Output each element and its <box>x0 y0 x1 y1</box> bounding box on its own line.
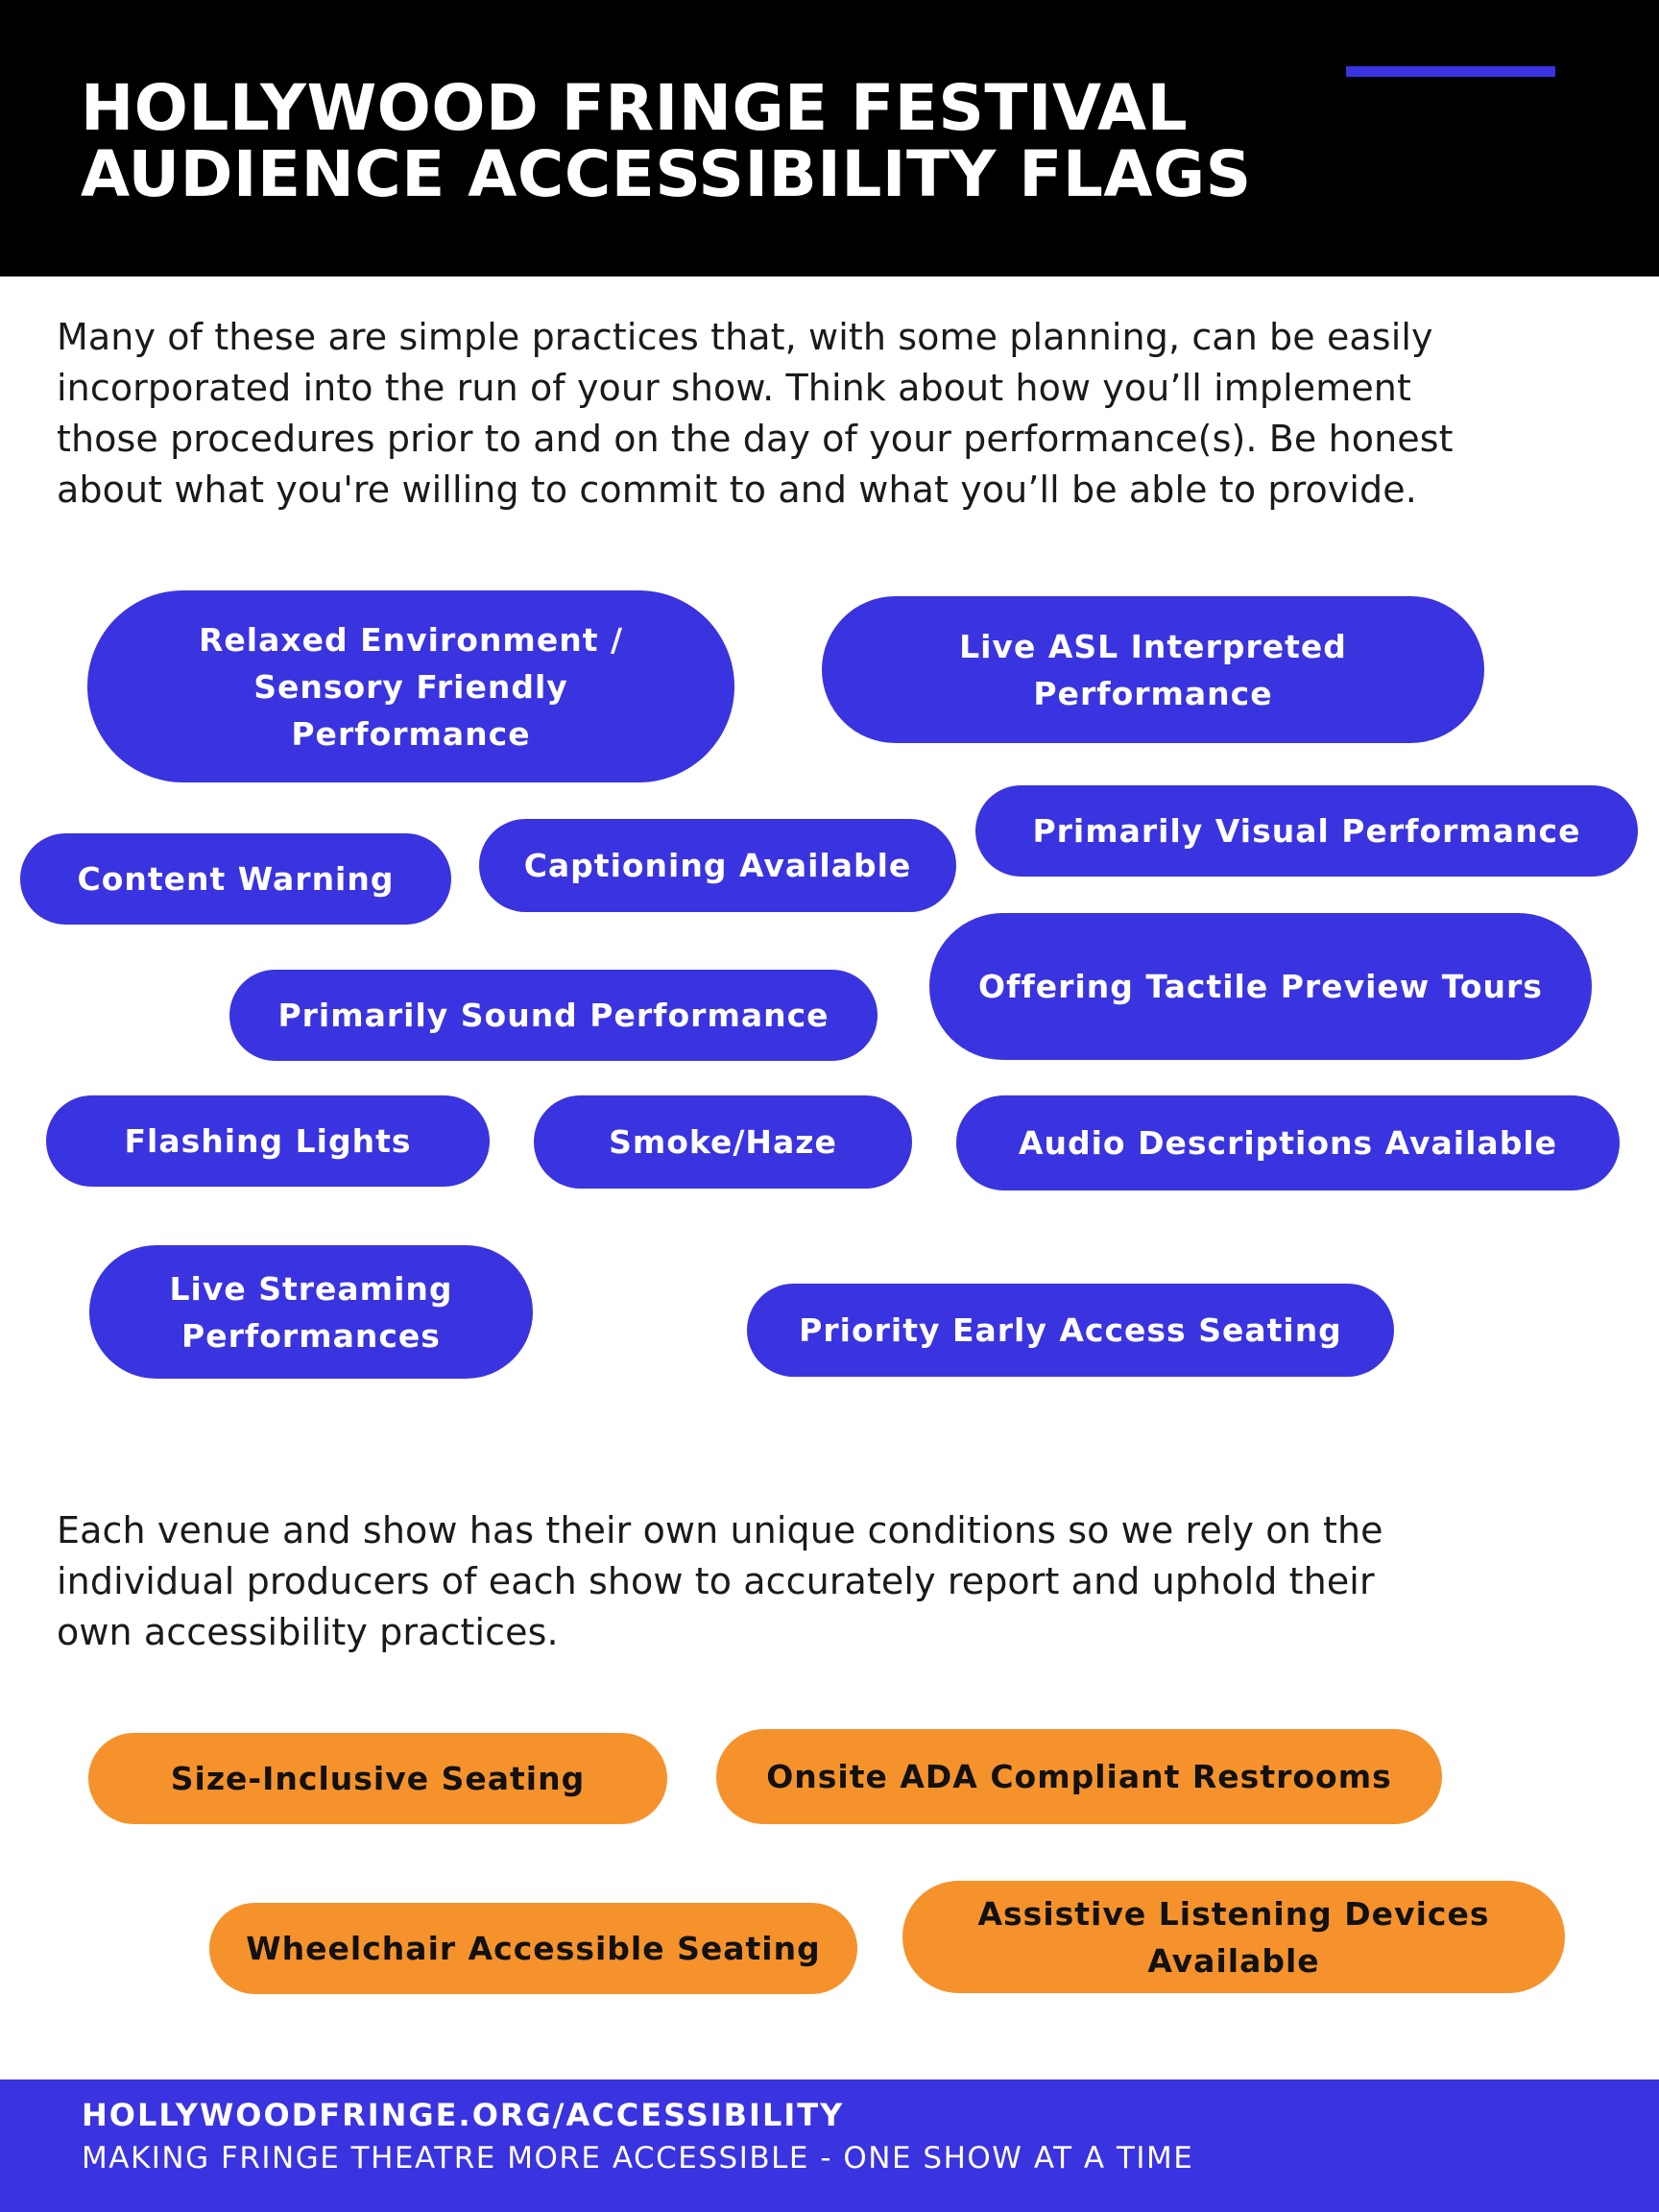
footer-url: HOLLYWOODFRINGE.ORG/ACCESSIBILITY <box>82 2097 845 2133</box>
flag-label-line: Offering Tactile Preview Tours <box>978 968 1543 1005</box>
flag-relaxed-environment <box>87 590 734 782</box>
flag-label-line: Live Streaming <box>169 1269 453 1308</box>
flag-wheelchair-seating <box>209 1903 857 1994</box>
flag-label-line: Sensory Friendly <box>253 667 568 706</box>
flag-assistive-listening <box>902 1881 1565 1993</box>
intro-line: about what you're willing to commit to and what you’ll be able to provide. <box>57 469 1417 511</box>
flag-label-line: Performances <box>181 1316 441 1355</box>
flag-label-line: Primarily Visual Performance <box>1032 812 1581 850</box>
footer-banner <box>0 2080 1659 2212</box>
outro-line: Each venue and show has their own unique conditions so we rely on the <box>57 1509 1383 1551</box>
flag-audio-descriptions <box>956 1095 1620 1190</box>
page-title <box>81 71 1252 211</box>
flag-primarily-visual <box>975 785 1638 877</box>
flag-smoke-haze <box>534 1095 912 1189</box>
flag-ada-restrooms <box>716 1729 1442 1824</box>
footer-tagline: MAKING FRINGE THEATRE MORE ACCESSIBLE - ONE SHOW AT A TIME <box>82 2141 1194 2176</box>
outro-paragraph <box>57 1505 1383 1658</box>
flag-label-line: Live ASL Interpreted <box>959 627 1347 665</box>
flag-live-streaming <box>89 1245 533 1379</box>
flag-priority-seating <box>747 1284 1394 1377</box>
flag-label-line: Priority Early Access Seating <box>799 1311 1342 1349</box>
flag-label-line: Content Warning <box>77 860 395 898</box>
flag-label-line: Onsite ADA Compliant Restrooms <box>766 1758 1392 1795</box>
header-banner <box>0 0 1659 276</box>
flag-label-line: Flashing Lights <box>124 1122 412 1160</box>
flag-tactile-tours <box>929 913 1592 1060</box>
intro-line: Many of these are simple practices that, with some planning, can be easily <box>57 316 1433 358</box>
flag-label-line: Primarily Sound Performance <box>277 997 830 1034</box>
flag-label-line: Relaxed Environment / <box>198 620 624 659</box>
intro-line: incorporated into the run of your show. Think about how you’ll implement <box>57 367 1411 409</box>
intro-paragraph <box>57 312 1454 516</box>
flag-content-warning <box>20 833 451 925</box>
flag-primarily-sound <box>229 970 878 1061</box>
flag-flashing-lights <box>46 1095 490 1187</box>
flag-label-line: Performance <box>1033 674 1273 712</box>
flag-captioning <box>479 819 956 912</box>
flag-label-line: Available <box>1147 1941 1320 1980</box>
intro-line: those procedures prior to and on the day of your performance(s). Be honest <box>57 418 1454 460</box>
outro-line: own accessibility practices. <box>57 1611 559 1653</box>
flag-label-line: Smoke/Haze <box>609 1123 837 1161</box>
flag-label-line: Assistive Listening Devices <box>977 1894 1490 1933</box>
flag-label-line: Performance <box>291 714 531 753</box>
flag-label-line: Size-Inclusive Seating <box>170 1760 586 1797</box>
flag-live-asl <box>822 596 1484 743</box>
flag-size-inclusive-seating <box>88 1733 667 1824</box>
flag-label-line: Captioning Available <box>523 847 912 884</box>
page-title-line-2: AUDIENCE ACCESSIBILITY FLAGS <box>81 137 1252 211</box>
page-title-line-1: HOLLYWOOD FRINGE FESTIVAL <box>81 71 1189 145</box>
header-accent-bar <box>1346 66 1555 77</box>
outro-line: individual producers of each show to accurately report and uphold their <box>57 1560 1375 1602</box>
flag-label-line: Audio Descriptions Available <box>1018 1124 1558 1162</box>
flag-label-line: Wheelchair Accessible Seating <box>246 1930 821 1967</box>
